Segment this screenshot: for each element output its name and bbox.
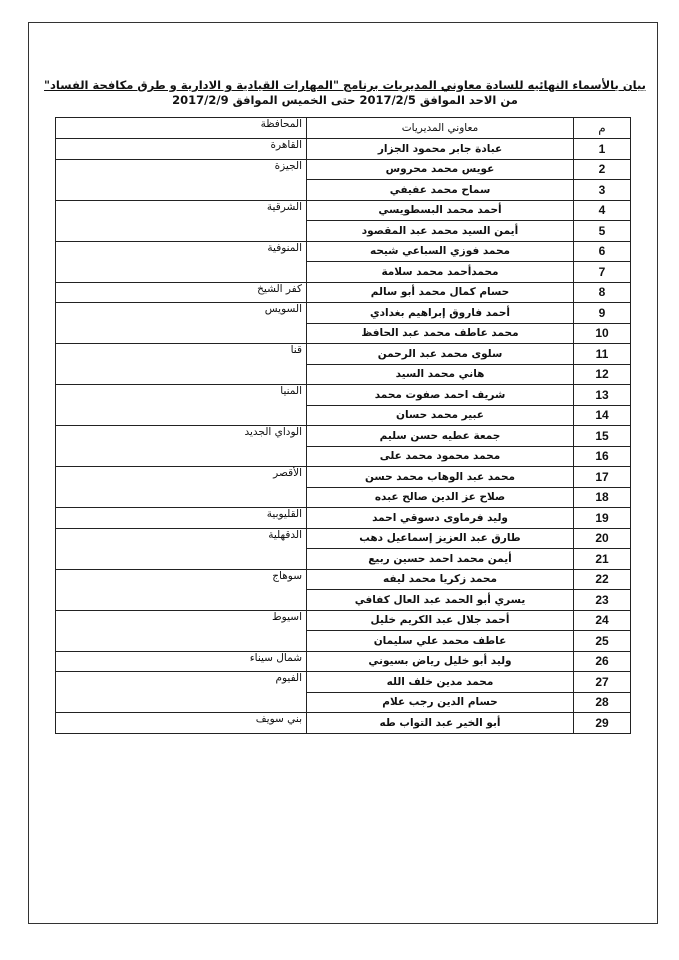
governorate: القاهرة	[56, 139, 307, 160]
heading-line-2: من الاحد الموافق 2017/2/5 حتى الخميس الموافق 2017/2/9	[172, 93, 518, 107]
header-number: م	[574, 118, 631, 139]
governorate: قنا	[56, 344, 307, 385]
table-row	[56, 200, 631, 221]
governorate: سوهاج	[56, 569, 307, 610]
row-number: 24	[574, 610, 631, 631]
participant-name: عويس محمد محروس	[307, 159, 574, 180]
participant-name: أحمد محمد البسطويسي	[307, 200, 574, 221]
participant-name: أيمن السيد محمد عبد المقصود	[307, 221, 574, 242]
governorate: شمال سيناء	[56, 651, 307, 672]
table-row	[56, 508, 631, 529]
participant-name: محمد مدين خلف الله	[307, 672, 574, 693]
participant-name: وليد فرماوى دسوقي احمد	[307, 508, 574, 529]
participant-name: طارق عبد العزيز إسماعيل دهب	[307, 528, 574, 549]
governorate: بني سويف	[56, 713, 307, 734]
governorate: المنوفية	[56, 241, 307, 282]
row-number: 3	[574, 180, 631, 201]
row-number: 15	[574, 426, 631, 447]
governorate: القليوبية	[56, 508, 307, 529]
row-number: 17	[574, 467, 631, 488]
row-number: 29	[574, 713, 631, 734]
participant-name: حسام كمال محمد أبو سالم	[307, 282, 574, 303]
participant-name: سلوى محمد عبد الرحمن	[307, 344, 574, 365]
row-number: 25	[574, 631, 631, 652]
row-number: 21	[574, 549, 631, 570]
participant-name: محمدأحمد محمد سلامة	[307, 262, 574, 283]
participant-name: أبو الخير عبد التواب طه	[307, 713, 574, 734]
participant-name: عبير محمد حسان	[307, 405, 574, 426]
table-row	[56, 282, 631, 303]
row-number: 16	[574, 446, 631, 467]
participant-name: عبادة جابر محمود الجزار	[307, 139, 574, 160]
row-number: 1	[574, 139, 631, 160]
row-number: 26	[574, 651, 631, 672]
header-name: معاوني المديريات	[307, 118, 574, 139]
row-number: 20	[574, 528, 631, 549]
row-number: 19	[574, 508, 631, 529]
row-number: 23	[574, 590, 631, 611]
participant-name: سماح محمد عفيفي	[307, 180, 574, 201]
governorate: الجيزة	[56, 159, 307, 200]
row-number: 14	[574, 405, 631, 426]
participant-name: محمد زكريا محمد ليفه	[307, 569, 574, 590]
table-row	[56, 139, 631, 160]
row-number: 9	[574, 303, 631, 324]
participant-name: محمد فوزي السباعي شيحه	[307, 241, 574, 262]
table-row	[56, 344, 631, 365]
table-row	[56, 528, 631, 549]
row-number: 11	[574, 344, 631, 365]
row-number: 8	[574, 282, 631, 303]
row-number: 22	[574, 569, 631, 590]
participant-name: وليد أبو خليل رياض بسيوني	[307, 651, 574, 672]
table-row	[56, 385, 631, 406]
participants-table	[55, 117, 631, 734]
row-number: 7	[574, 262, 631, 283]
table-row	[56, 713, 631, 734]
table-body	[56, 139, 631, 734]
participant-name: أحمد فاروق إبراهيم بغدادي	[307, 303, 574, 324]
table-row	[56, 569, 631, 590]
participant-name: محمد محمود محمد على	[307, 446, 574, 467]
participant-name: جمعة عطيه حسن سليم	[307, 426, 574, 447]
table-row	[56, 651, 631, 672]
governorate: الدقهلية	[56, 528, 307, 569]
row-number: 18	[574, 487, 631, 508]
participant-name: محمد عاطف محمد عبد الحافظ	[307, 323, 574, 344]
header-governorate: المحافظة	[56, 118, 307, 139]
table-row	[56, 241, 631, 262]
governorate: الأقصر	[56, 467, 307, 508]
table-header-row	[56, 118, 631, 139]
table-row	[56, 159, 631, 180]
row-number: 10	[574, 323, 631, 344]
row-number: 2	[574, 159, 631, 180]
table-row	[56, 426, 631, 447]
row-number: 12	[574, 364, 631, 385]
participant-name: عاطف محمد علي سليمان	[307, 631, 574, 652]
participant-name: يسري أبو الحمد عبد العال كفافي	[307, 590, 574, 611]
table-row	[56, 303, 631, 324]
participant-name: صلاح عز الدين صالح عبده	[307, 487, 574, 508]
participant-name: محمد عبد الوهاب محمد حسن	[307, 467, 574, 488]
participant-name: أيمن محمد احمد حسين ربيع	[307, 549, 574, 570]
heading-line-1: بيان بالأسماء النهائيه للسادة معاوني المديريات برنامج "المهارات القيادية و الادارية و طرق مكافحة الفساد"	[44, 78, 646, 92]
table-row	[56, 610, 631, 631]
governorate: الشرقية	[56, 200, 307, 241]
governorate: الوداي الجديد	[56, 426, 307, 467]
participant-name: حسام الدين رجب علام	[307, 692, 574, 713]
table-row	[56, 467, 631, 488]
governorate: كفر الشيخ	[56, 282, 307, 303]
row-number: 28	[574, 692, 631, 713]
participant-name: شريف احمد صفوت محمد	[307, 385, 574, 406]
row-number: 4	[574, 200, 631, 221]
row-number: 5	[574, 221, 631, 242]
governorate: السويس	[56, 303, 307, 344]
governorate: الفيوم	[56, 672, 307, 713]
participant-name: أحمد جلال عبد الكريم خليل	[307, 610, 574, 631]
table-row	[56, 672, 631, 693]
governorate: المنيا	[56, 385, 307, 426]
participant-name: هاني محمد السيد	[307, 364, 574, 385]
row-number: 13	[574, 385, 631, 406]
governorate: اسيوط	[56, 610, 307, 651]
row-number: 6	[574, 241, 631, 262]
row-number: 27	[574, 672, 631, 693]
document-heading	[40, 78, 650, 108]
